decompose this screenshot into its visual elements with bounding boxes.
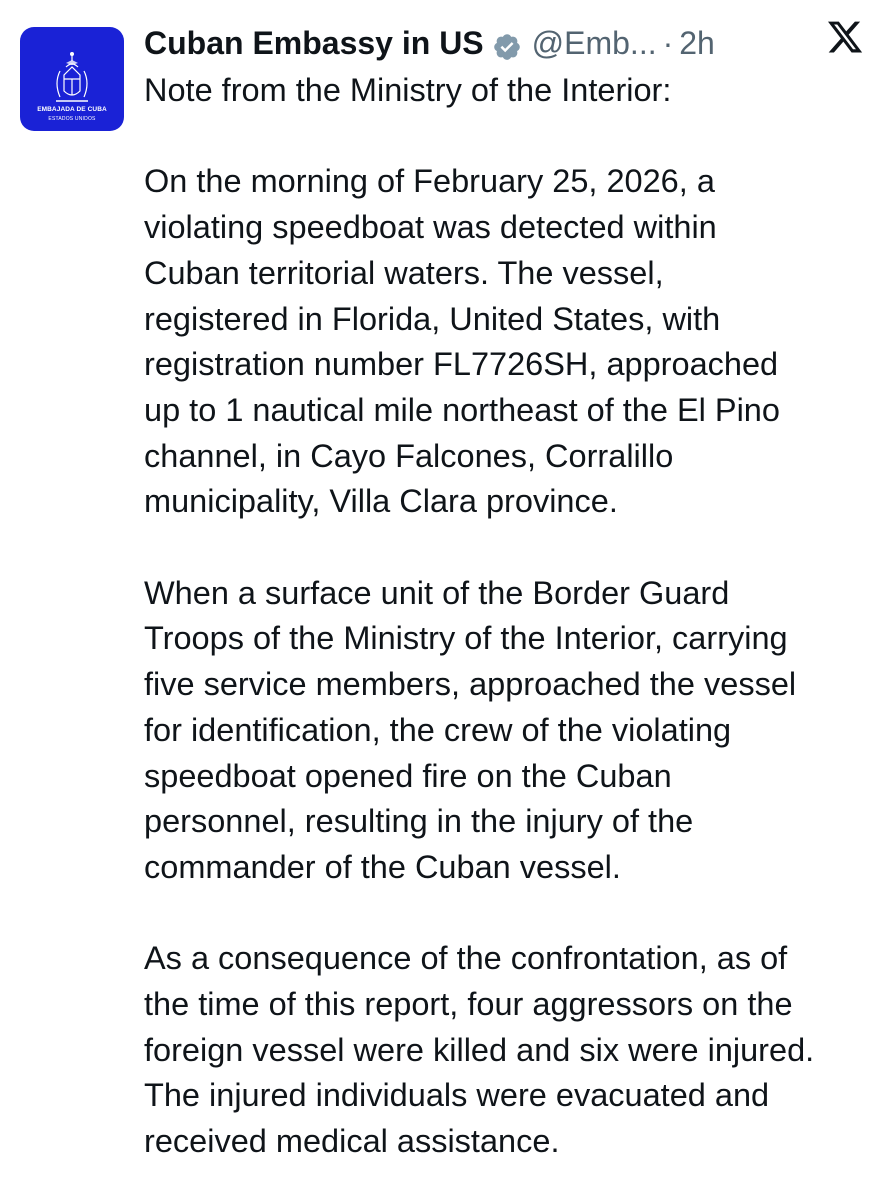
text-line: On the morning of February 25, 2026, a bbox=[144, 163, 715, 200]
text-line: for identification, the crew of the violating bbox=[144, 711, 732, 748]
text-line: The injured individuals were evacuated and bbox=[144, 1077, 770, 1114]
handle[interactable]: @Emb... bbox=[531, 25, 657, 61]
text-line: registration number FL7726SH, approached bbox=[144, 346, 779, 383]
text-line: five service members, approached the vessel bbox=[144, 666, 797, 703]
text-line: registered in Florida, United States, with bbox=[144, 300, 721, 337]
text-line: speedboat opened fire on the Cuban bbox=[144, 757, 672, 794]
avatar-label-top: EMBAJADA DE CUBA bbox=[37, 106, 107, 113]
text-line: commander of the Cuban vessel. bbox=[144, 848, 621, 885]
text-line: Troops of the Ministry of the Interior, carrying bbox=[144, 620, 788, 657]
tweet-text bbox=[144, 68, 884, 1165]
x-logo-icon[interactable] bbox=[826, 18, 864, 56]
text-line: Cuban territorial waters. The vessel, bbox=[144, 254, 664, 291]
text-line: When a surface unit of the Border Guard bbox=[144, 574, 730, 611]
separator-dot: · bbox=[662, 25, 674, 61]
text-line: the time of this report, four aggressors on the bbox=[144, 986, 793, 1023]
text-line: personnel, resulting in the injury of the bbox=[144, 803, 694, 840]
avatar[interactable] bbox=[20, 27, 124, 131]
tweet-header bbox=[144, 20, 715, 66]
text-line: up to 1 nautical mile northeast of the El Pino bbox=[144, 391, 780, 428]
timestamp[interactable]: 2h bbox=[679, 25, 715, 61]
display-name[interactable]: Cuban Embassy in US bbox=[144, 25, 484, 61]
text-line: As a consequence of the confrontation, as of bbox=[144, 940, 788, 977]
text-line: foreign vessel were killed and six were injured. bbox=[144, 1031, 815, 1068]
text-line: channel, in Cayo Falcones, Corralillo bbox=[144, 437, 674, 474]
text-line: received medical assistance. bbox=[144, 1123, 560, 1160]
avatar-label-bottom: ESTADOS UNIDOS bbox=[48, 116, 96, 122]
verified-badge-icon[interactable] bbox=[492, 28, 522, 58]
text-line: municipality, Villa Clara province. bbox=[144, 483, 618, 520]
text-line: violating speedboat was detected within bbox=[144, 209, 717, 246]
text-line: Note from the Ministry of the Interior: bbox=[144, 72, 672, 108]
